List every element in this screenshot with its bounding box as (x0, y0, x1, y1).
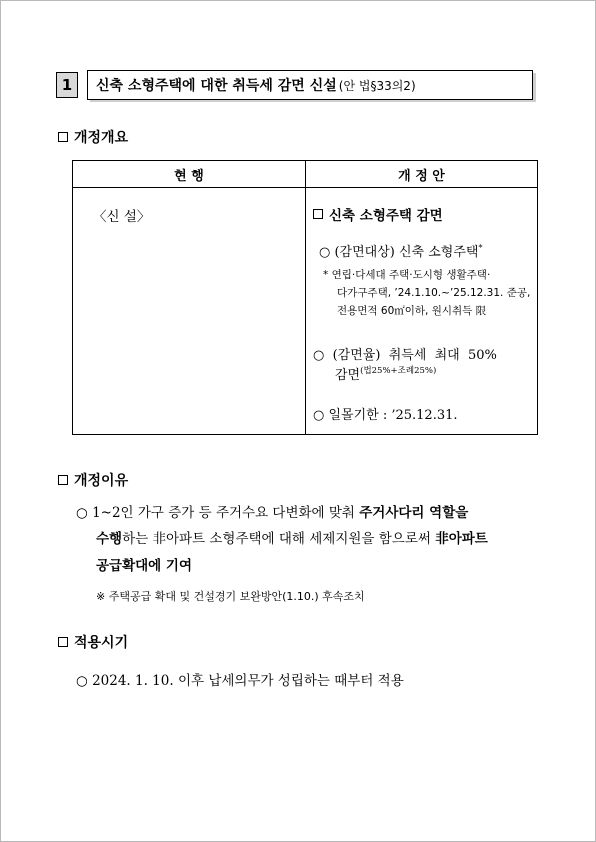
checkbox-square-icon (58, 132, 68, 142)
reason-text: ○ 1~2인 가구 증가 등 주거수요 다변화에 맞춰 (76, 505, 360, 521)
rate-line-1: ○ (감면율) 취득세 최대 50% (313, 348, 497, 363)
current-text: 〈신 설〉 (93, 209, 151, 225)
target-line (319, 241, 482, 260)
reason-text: 하는 非아파트 소형주택에 대해 세제지원을 함으로써 (122, 531, 436, 547)
target-footnote-mark: * (478, 243, 483, 253)
overview-heading-label: 개정개요 (74, 130, 129, 146)
reason-emphasis: 주거사다리 역할을 (359, 505, 469, 521)
page-title: 신축 소형주택에 대한 취득세 감면 신설 (96, 78, 337, 94)
rate-label: 감면 (335, 368, 361, 383)
reason-note: ※ 주택공급 확대 및 건설경기 보완방안(1.10.) 후속조치 (96, 590, 365, 603)
checkbox-square-icon (58, 475, 68, 485)
title-box (87, 70, 533, 100)
comparison-table (72, 160, 538, 435)
sunset-line: ○ 일몰기한 : ’25.12.31. (313, 408, 458, 423)
reason-line-3 (96, 554, 192, 574)
reason-line-2 (96, 527, 488, 547)
note-line-3: 전용면적 60㎡이하, 원시취득 限 (337, 305, 487, 317)
reason-heading-label: 개정이유 (74, 473, 129, 489)
checkbox-square-icon (313, 209, 323, 219)
note-line-2: 다가구주택, ’24.1.10.~’25.12.31. 준공, (337, 287, 531, 299)
reason-heading (58, 470, 128, 490)
effective-heading-label: 적용시기 (74, 635, 129, 651)
reason-line-1 (76, 501, 468, 521)
table-divider-horizontal (73, 187, 537, 188)
checkbox-square-icon (58, 637, 68, 647)
rate-line-2 (335, 364, 436, 383)
proposal-title-label: 신축 소형주택 감면 (329, 208, 443, 224)
note-line-1: * 연립·다세대 주택·도시형 생활주택· (323, 269, 491, 281)
effective-text: ○ 2024. 1. 10. 이후 납세의무가 성립하는 때부터 적용 (76, 673, 404, 689)
proposal-title (313, 204, 443, 224)
law-reference: (안 법§33의2) (338, 78, 416, 93)
effective-heading (58, 632, 128, 652)
overview-heading (58, 127, 128, 147)
section-number: 1 (56, 72, 78, 98)
rate-breakdown: (법25%+조례25%) (360, 366, 437, 376)
reason-emphasis: 공급확대에 기여 (96, 558, 192, 574)
reason-emphasis: 非아파트 (435, 531, 488, 547)
target-label: ○ (감면대상) 신축 소형주택 (319, 245, 479, 260)
column-header-proposal: 개 정 안 (398, 168, 445, 184)
table-divider-vertical (305, 161, 306, 434)
reason-emphasis: 수행 (96, 531, 123, 547)
column-header-current: 현 행 (174, 168, 204, 184)
